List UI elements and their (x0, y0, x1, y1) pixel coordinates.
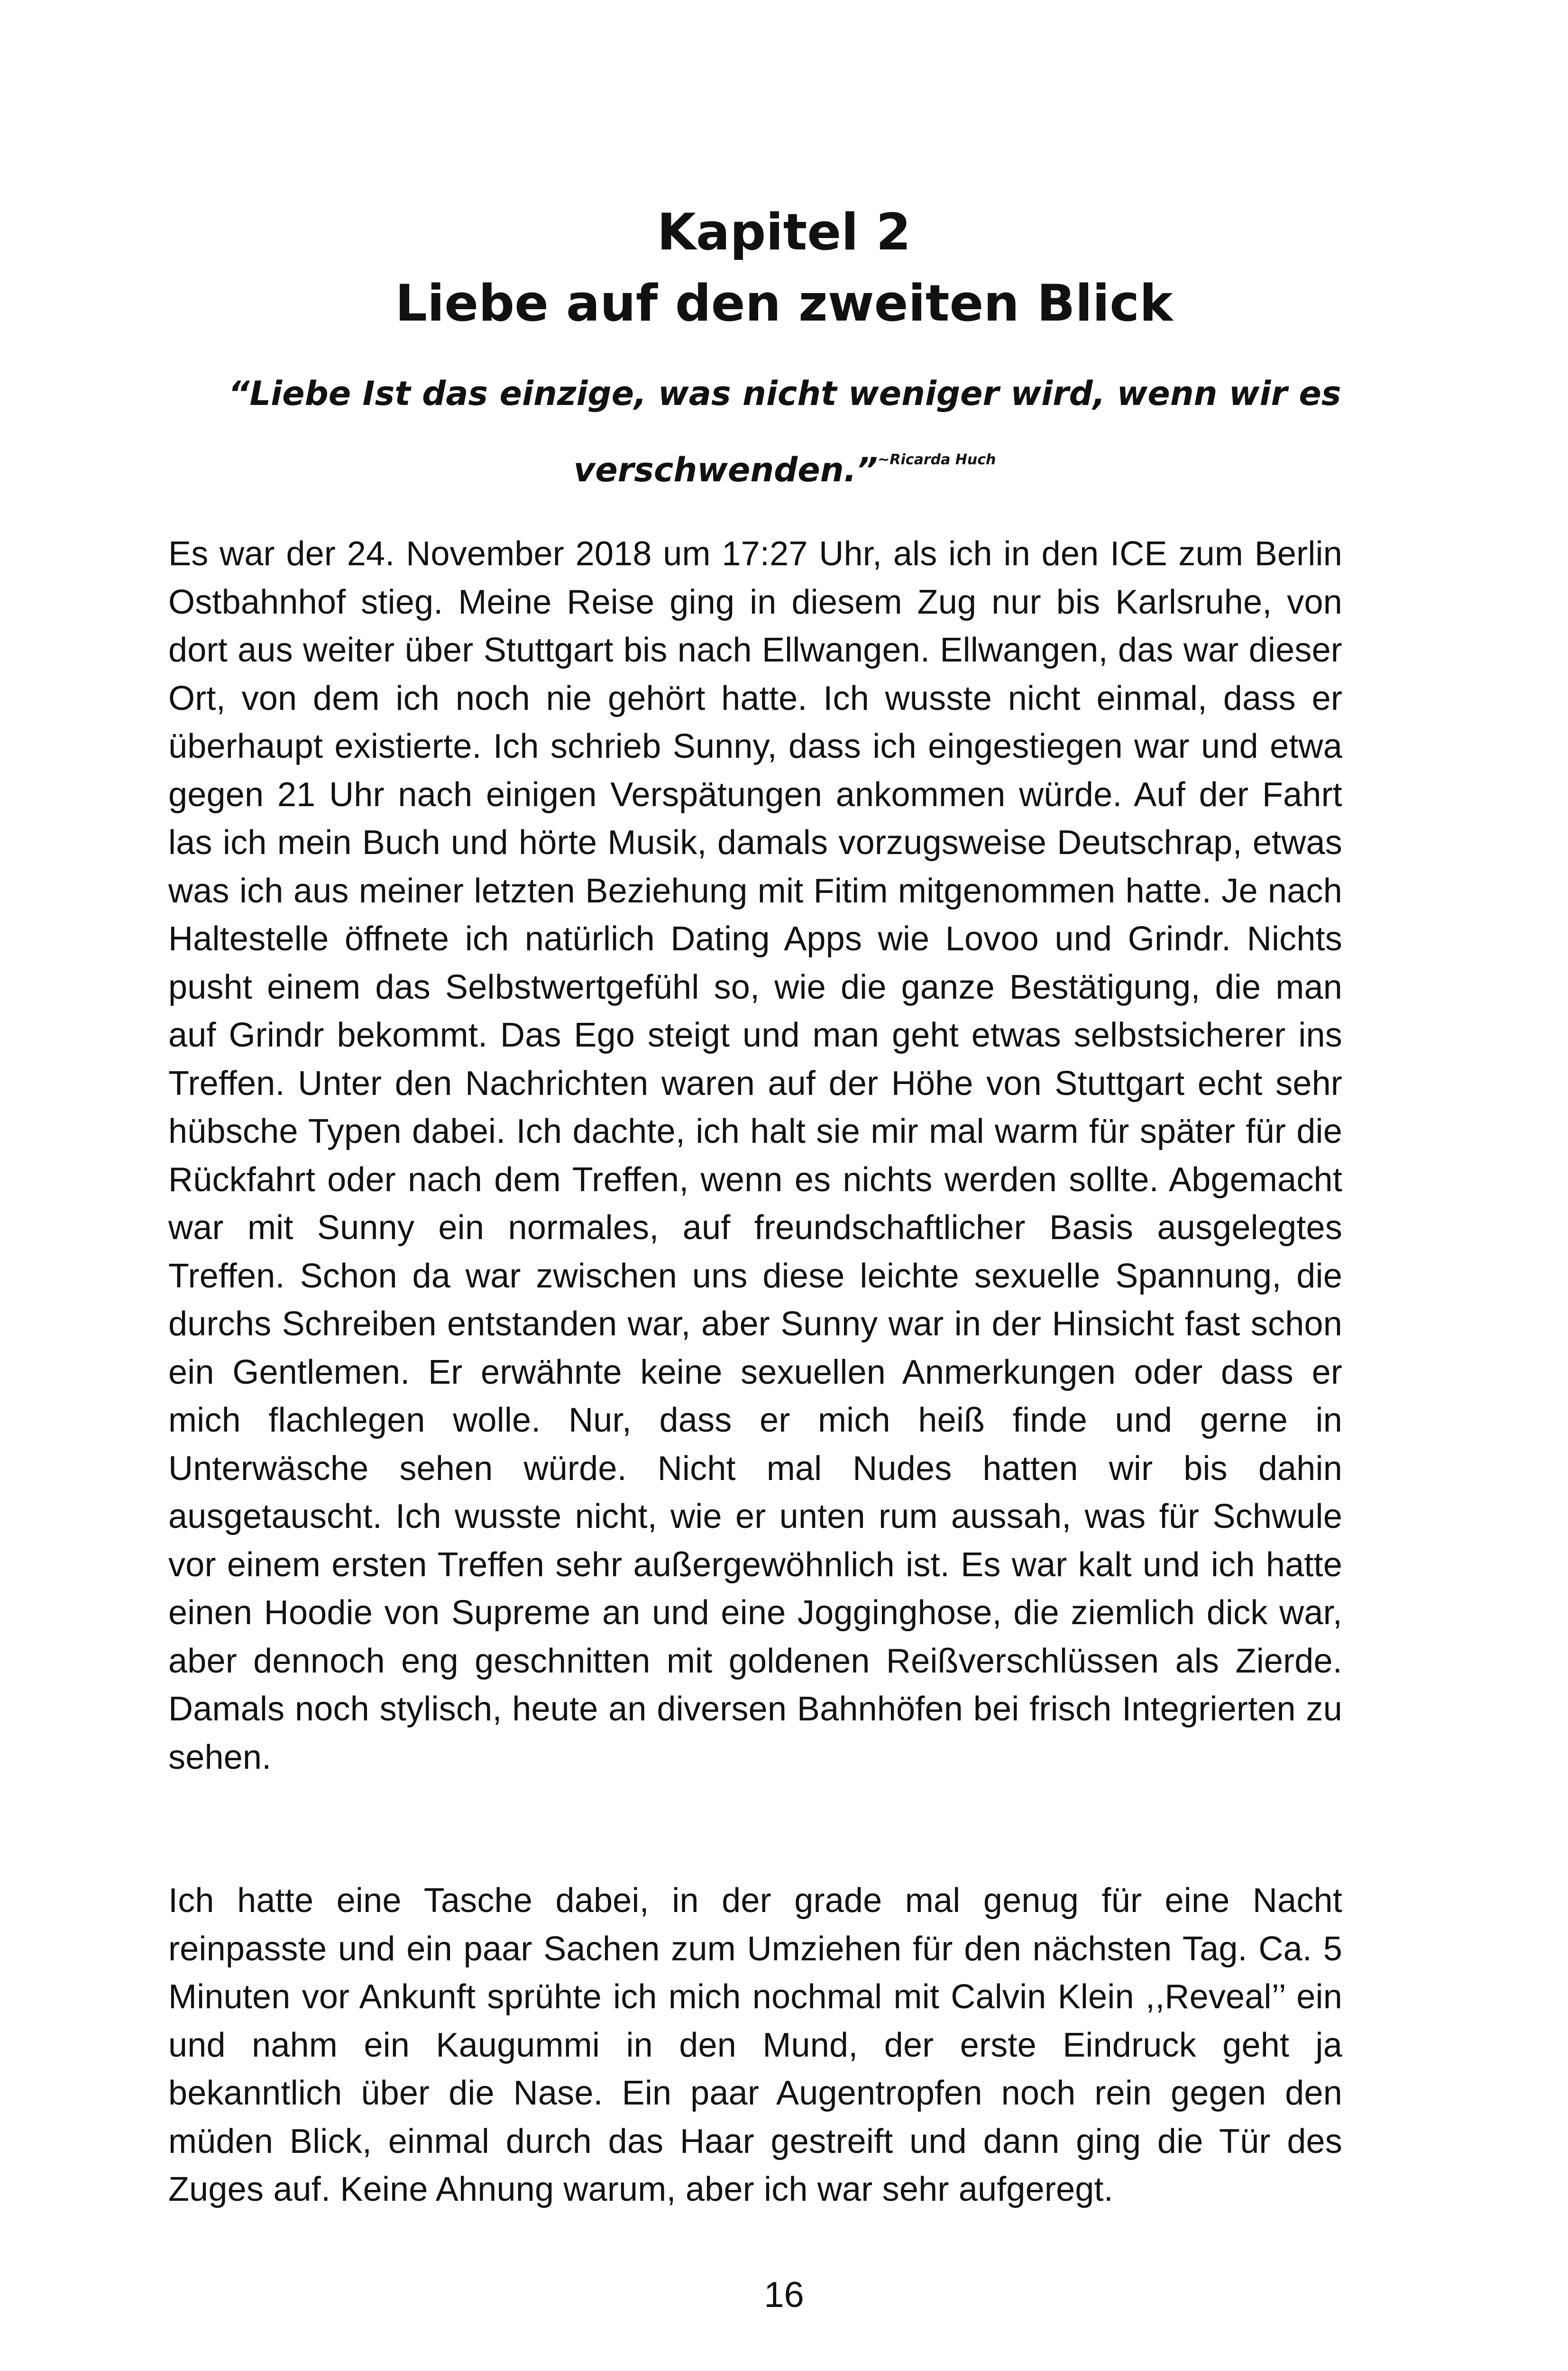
body-paragraph-2: Ich hatte eine Tasche dabei, in der grade mal genug für eine Nacht reinpasste und ein paar Sachen zum Umziehen für den nächsten Tag. Ca. 5 Minuten vor Ankunft sprühte ich mich nochmal mit Calvin Klein ,,Reveal’’ ein und nahm ein Kaugummi in den Mund, der erste Eindruck geht ja bekanntlich über die Nase. Ein paar Augentropfen noch rein gegen den müden Blick, einmal durch das Haar gestreift und dann ging die Tür des Zuges auf. Keine Ahnung warum, aber ich war sehr aufgeregt. (168, 1882, 1342, 2208)
chapter-title: Liebe auf den zweiten Blick (395, 274, 1173, 332)
chapter-number: Kapitel 2 (657, 203, 911, 261)
page-number: 16 (764, 2275, 804, 2315)
epigraph (199, 360, 1370, 503)
epigraph-attribution: ~Ricarda Huch (878, 451, 996, 468)
epigraph-quote: “Liebe Ist das einzige, was nicht weniger wird, wenn wir es verschwenden.” (228, 374, 1341, 489)
body-paragraph-1: Es war der 24. November 2018 um 17:27 Uhr, als ich in den ICE zum Berlin Ostbahnhof stieg. Meine Reise ging in diesem Zug nur bis Karlsruhe, von dort aus weiter über Stuttgart bis nach Ellwangen. Ellwangen, das war dieser Ort, von dem ich noch nie gehört hatte. Ich wusste nicht einmal, dass er überhaupt existierte. Ich schrieb Sunny, dass ich eingestiegen war und etwa gegen 21 Uhr nach einigen Verspätungen ankommen würde. Auf der Fahrt las ich mein Buch und hörte Musik, damals vorzugsweise Deutschrap, etwas was ich aus meiner letzten Beziehung mit Fitim mitgenommen hatte. Je nach Haltestelle öffnete ich natürlich Dating Apps wie Lovoo und Grindr. Nichts pusht einem das Selbstwertgefühl so, wie die ganze Bestätigung, die man auf Grindr bekommt. Das Ego steigt und man geht etwas selbstsicherer ins Treffen. Unter den Nachrichten waren auf der Höhe von Stuttgart echt sehr hübsche Typen dabei. Ich dachte, ich halt sie mir mal warm für später für die Rückfahrt oder nach dem Treffen, wenn es nichts werden sollte. Abgemacht war mit Sunny ein normales, auf freundschaftlicher Basis ausgelegtes Treffen. Schon da war zwischen uns diese leichte sexuelle Spannung, die durchs Schreiben entstanden war, aber Sunny war in der Hinsicht fast schon ein Gentlemen. Er erwähnte keine sexuellen Anmerkungen oder dass er mich flachlegen wolle. Nur, dass er mich heiß finde und gerne in Unterwäsche sehen würde. Nicht mal Nudes hatten wir bis dahin ausgetauscht. Ich wusste nicht, wie er unten rum aussah, was für Schwule vor einem ersten Treffen sehr außergewöhnlich ist. Es war kalt und ich hatte einen Hoodie von Supreme an und eine Jogginghose, die ziemlich dick war, aber dennoch eng geschnitten mit goldenen Reißverschlüssen als Zierde. Damals noch stylisch, heute an diversen Bahnhöfen bei frisch Integrierten zu sehen. (168, 535, 1342, 1776)
